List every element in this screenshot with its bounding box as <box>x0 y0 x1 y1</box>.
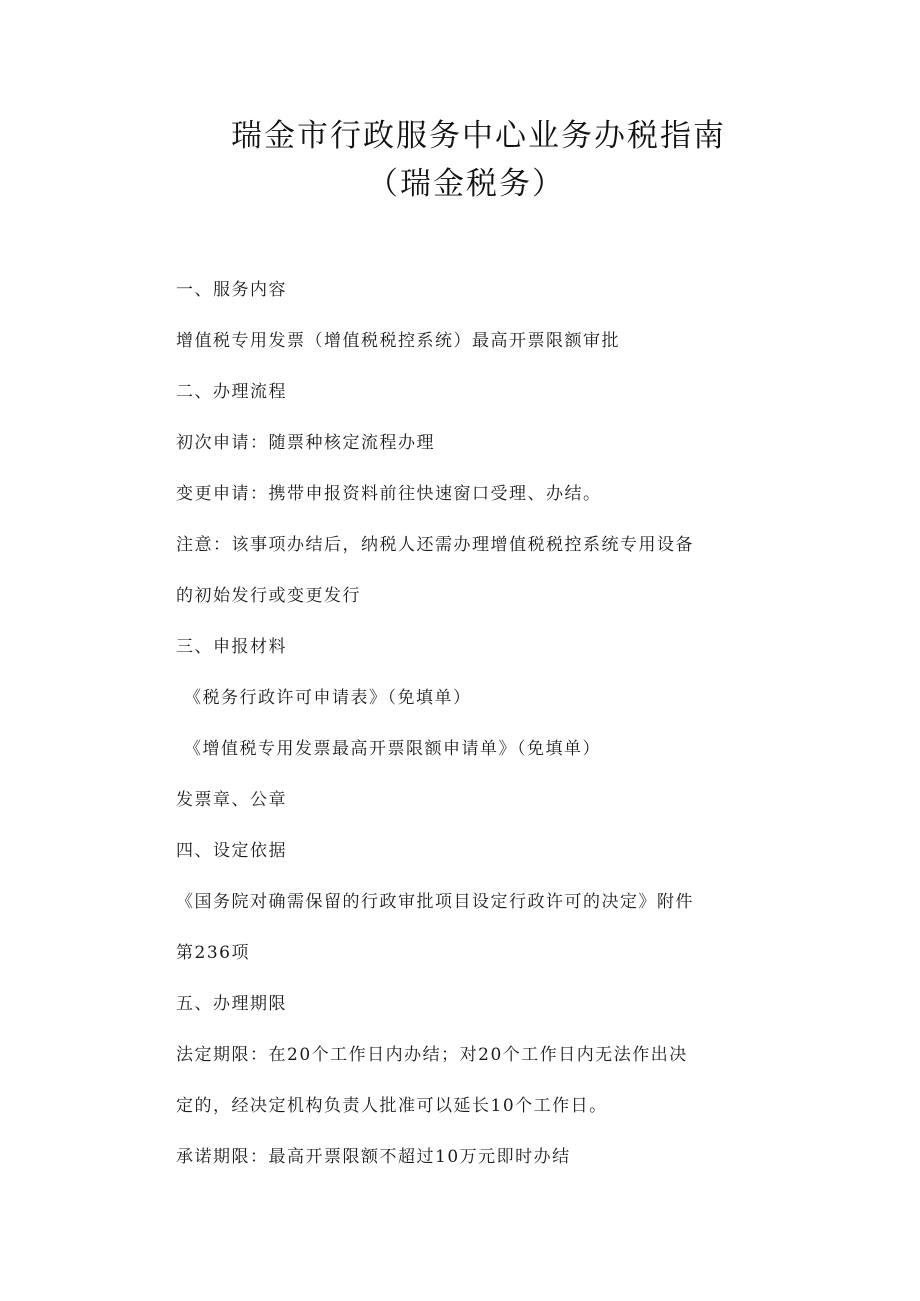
section-heading-process: 二、办理流程 <box>176 382 287 402</box>
section-heading-materials: 三、申报材料 <box>176 637 287 657</box>
basis-text-line-1: 《国务院对确需保留的行政审批项目设定行政许可的决定》附件 <box>176 892 694 912</box>
section-heading-time-limit: 五、办理期限 <box>176 994 287 1014</box>
process-note-line-2: 的初始发行或变更发行 <box>176 586 361 606</box>
document-title: 瑞金市行政服务中心业务办税指南 <box>231 118 726 154</box>
process-change-application: 变更申请：携带申报资料前往快速窗口受理、办结。 <box>176 484 602 504</box>
promised-time-limit: 承诺期限：最高开票限额不超过10万元即时办结 <box>176 1147 571 1167</box>
material-item-3: 发票章、公章 <box>176 790 287 810</box>
process-initial-application: 初次申请：随票种核定流程办理 <box>176 433 435 453</box>
document-subtitle: （瑞金税务） <box>367 166 565 202</box>
section-heading-service-content: 一、服务内容 <box>176 280 287 300</box>
basis-text-line-2: 第236项 <box>176 943 250 963</box>
document-body <box>176 265 746 1183</box>
process-note-line-1: 注意：该事项办结后，纳税人还需办理增值税税控系统专用设备 <box>176 535 694 555</box>
material-item-1: 《税务行政许可申请表》（免填单） <box>184 688 472 708</box>
material-item-2: 《增值税专用发票最高开票限额申请单》（免填单） <box>184 739 601 759</box>
legal-time-limit-line-2: 定的，经决定机构负责人批准可以延长10个工作日。 <box>176 1096 608 1116</box>
section-heading-basis: 四、设定依据 <box>176 841 287 861</box>
title-block <box>0 112 920 208</box>
legal-time-limit-line-1: 法定期限：在20个工作日内办结；对20个工作日内无法作出决 <box>176 1045 688 1065</box>
service-content-text: 增值税专用发票（增值税税控系统）最高开票限额审批 <box>176 331 620 351</box>
